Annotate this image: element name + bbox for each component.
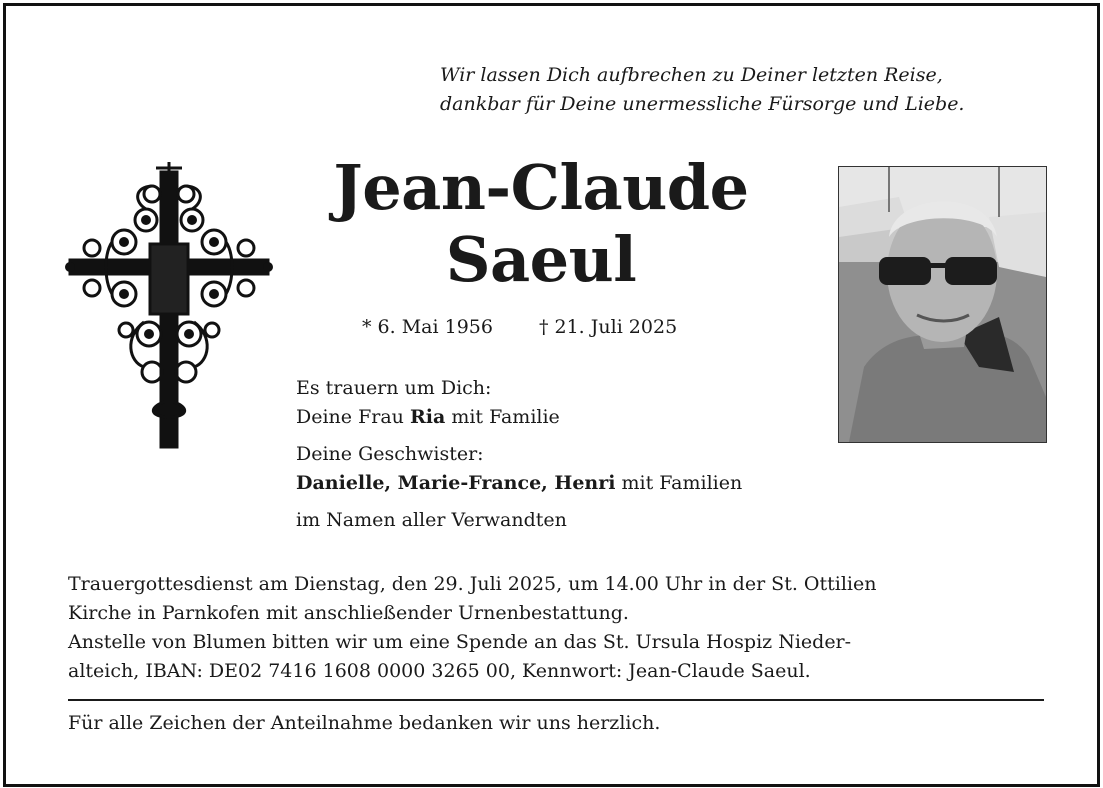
ornamental-cross-icon: [64, 162, 274, 454]
siblings-intro: Deine Geschwister:: [296, 443, 484, 465]
service-line-1: Trauergottesdienst am Dienstag, den 29. Juli 2025, um 14.00 Uhr in der St. Ottilien: [68, 573, 877, 595]
relatives-line: im Namen aller Verwandten: [296, 509, 567, 531]
service-line-4: alteich, IBAN: DE02 7416 1608 0000 3265 00, Kennwort: Jean-Claude Saeul.: [68, 660, 811, 682]
portrait-photo: [838, 166, 1047, 443]
wife-prefix: Deine Frau: [296, 406, 410, 428]
wife-line: [296, 403, 742, 432]
wife-suffix: mit Familie: [445, 406, 560, 428]
life-dates: [362, 314, 677, 340]
service-line-3: Anstelle von Blumen bitten wir um eine Spende an das St. Ursula Hospiz Nieder-: [68, 631, 852, 653]
last-name: Saeul: [445, 223, 637, 296]
obituary-card: [3, 3, 1100, 787]
divider: [68, 699, 1044, 701]
deceased-name: [256, 152, 826, 296]
first-name: Jean-Claude: [333, 151, 749, 224]
wife-name: Ria: [409, 406, 446, 428]
mourners-block: [296, 374, 742, 535]
quote-line-2: dankbar für Deine unermessliche Fürsorge und Liebe.: [440, 93, 965, 115]
siblings-line: [296, 469, 742, 498]
death-date: † 21. Juli 2025: [538, 316, 678, 338]
farewell-quote: [440, 61, 1060, 119]
siblings-suffix: mit Familien: [615, 472, 743, 494]
thanks-line: Für alle Zeichen der Anteilnahme bedanken wir uns herzlich.: [68, 712, 661, 734]
service-info: [68, 570, 1058, 686]
quote-line-1: Wir lassen Dich aufbrechen zu Deiner letzten Reise,: [440, 64, 943, 86]
siblings-names: Danielle, Marie-France, Henri: [296, 472, 616, 494]
service-line-2: Kirche in Parnkofen mit anschließender Urnenbestattung.: [68, 602, 629, 624]
mourners-intro: Es trauern um Dich:: [296, 377, 492, 399]
birth-date: * 6. Mai 1956: [362, 316, 493, 338]
